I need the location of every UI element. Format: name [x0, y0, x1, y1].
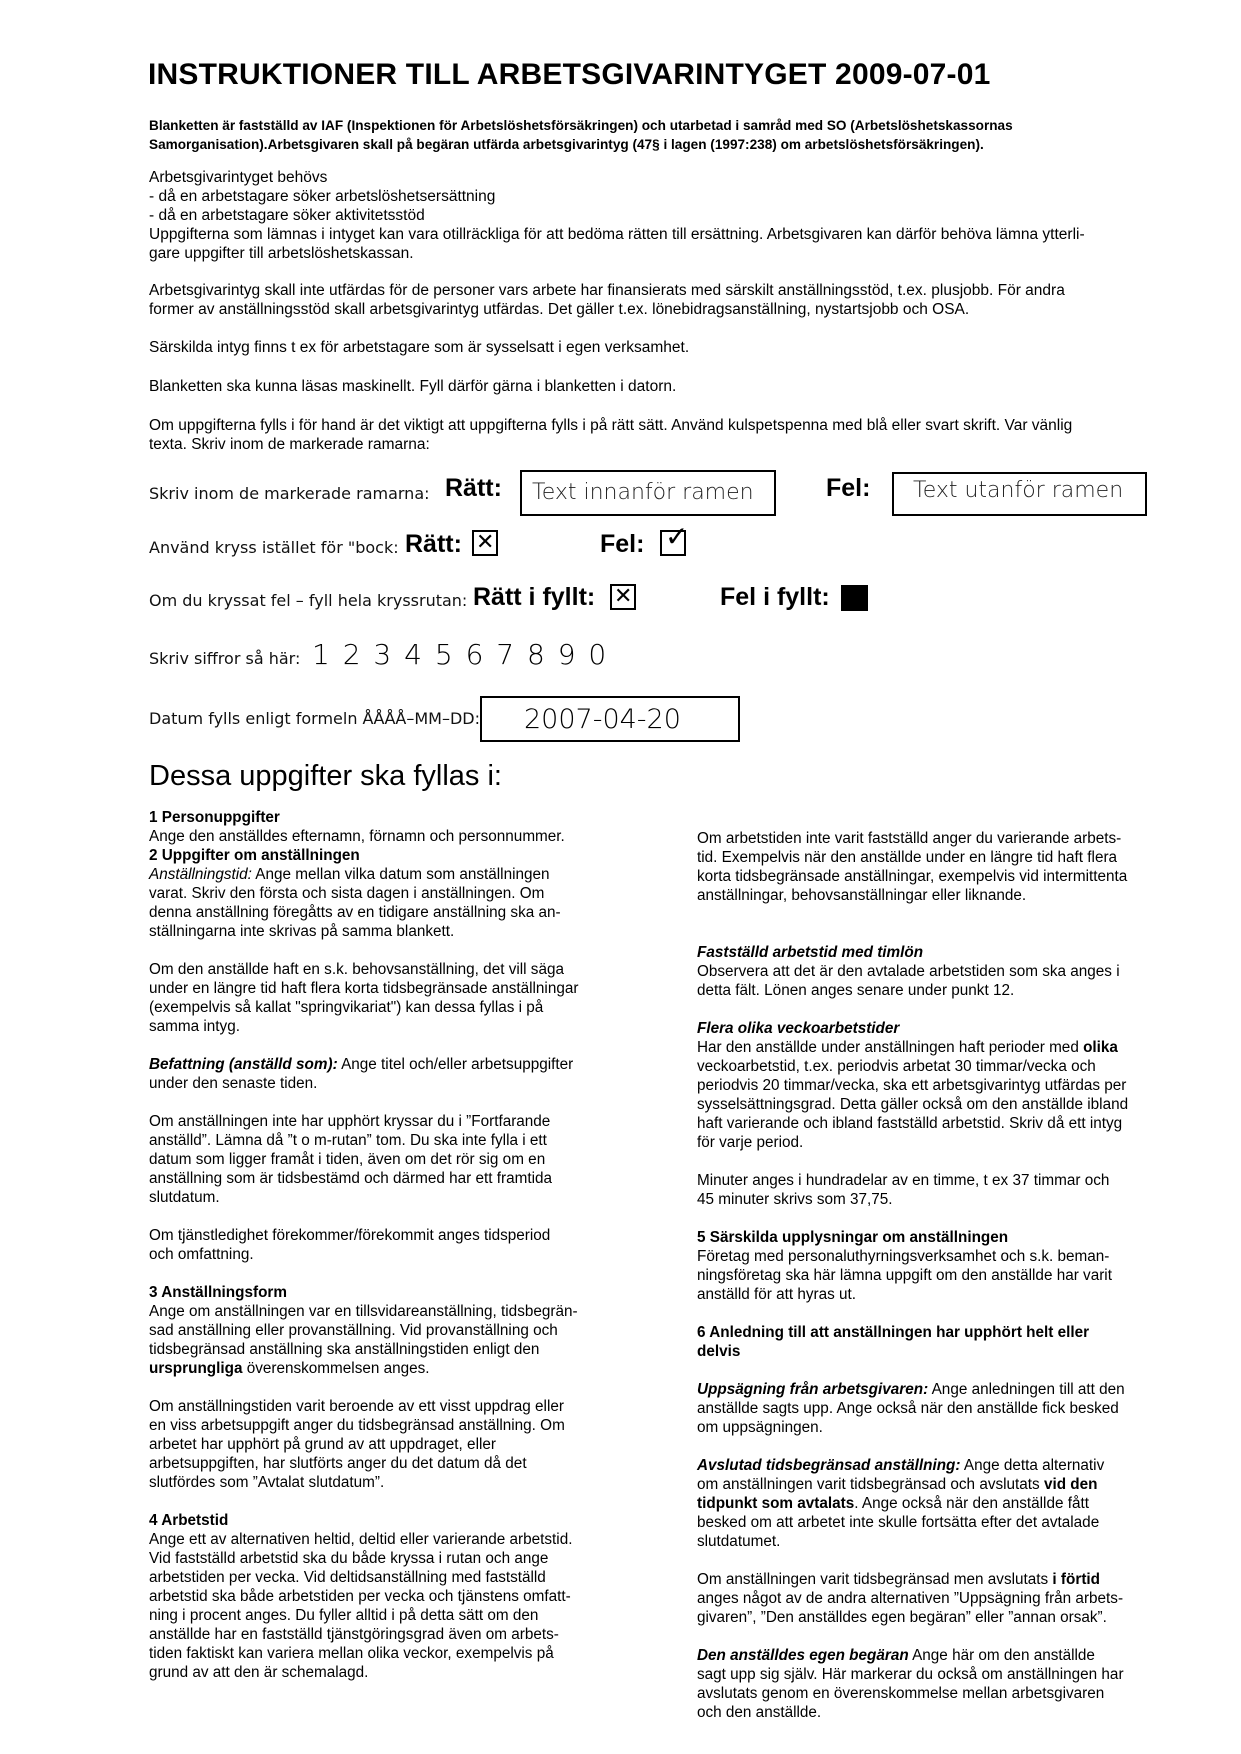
text-segment: Om arbetstiden inte varit fastställd anger du varierande arbets-	[697, 830, 1122, 847]
column-line	[149, 1454, 619, 1473]
column-line	[697, 1646, 1177, 1665]
column-line	[149, 1416, 619, 1435]
column-line	[149, 1036, 619, 1055]
text-segment: Observera att det är den avtalade arbetstiden som ska anges i	[697, 963, 1120, 980]
example-fill-label: Om du kryssat fel – fyll hela kryssrutan:	[149, 591, 468, 610]
text-segment: olika	[1083, 1039, 1118, 1056]
text-segment: ställningarna inte skrivas på samma blankett.	[149, 923, 455, 940]
text-segment: Befattning (anställd som):	[149, 1056, 338, 1073]
text-segment: Om anställningstiden varit beroende av ett visst uppdrag eller	[149, 1398, 564, 1415]
text-segment: för varje period.	[697, 1134, 804, 1151]
column-line	[697, 1076, 1177, 1095]
text-segment: sysselsättningsgrad. Detta gäller också om den anställde ibland	[697, 1096, 1129, 1113]
column-line	[697, 1380, 1177, 1399]
column-line	[149, 1188, 619, 1207]
text-segment: sagt upp sig själv. Här markerar du också om anställningen har	[697, 1666, 1124, 1683]
example-checkbox-cross	[472, 530, 498, 556]
column-line	[697, 1057, 1177, 1076]
column-line	[697, 1608, 1177, 1627]
text-segment: Ange här om den anställde	[908, 1647, 1095, 1664]
check-mark-icon: ✓	[665, 521, 689, 552]
column-line	[149, 1093, 619, 1112]
text-segment: Anställningstid:	[149, 866, 252, 883]
text-segment: Ange detta alternativ	[960, 1457, 1105, 1474]
column-line	[697, 1532, 1177, 1551]
example-frame-correct-text: Text innanför ramen	[532, 480, 754, 505]
column-line	[149, 1549, 619, 1568]
text-segment: arbetsuppgiften, har slutförts anger du det datum då det	[149, 1455, 527, 1472]
example-checkbox-cross-filled	[610, 584, 636, 610]
text-segment: tiden faktiskt kan variera mellan olika veckor, exempelvis på	[149, 1645, 554, 1662]
paragraph-line: Blanketten ska kunna läsas maskinellt. Fyll därför gärna i blanketten i datorn.	[149, 378, 677, 395]
text-segment: slutdatumet.	[697, 1533, 781, 1550]
text-segment: datum som ligger framåt i tiden, även om det rör sig om en	[149, 1151, 546, 1168]
text-segment: 4 Arbetstid	[149, 1512, 229, 1529]
text-segment: denna anställning föregåtts av en tidigare anställning ska an-	[149, 904, 561, 921]
column-line	[697, 1000, 1177, 1019]
text-segment: överenskommelsen anges.	[242, 1360, 430, 1377]
example-date-frame	[480, 696, 740, 742]
text-segment: veckoarbetstid, t.ex. periodvis arbetat 30 timmar/vecka och	[697, 1058, 1096, 1075]
column-line	[149, 1112, 619, 1131]
text-segment: anställning som är tidsbestämd och därmed har ett framtida	[149, 1170, 553, 1187]
paragraph-line: Om uppgifterna fylls i för hand är det viktigt att uppgifterna fylls i på rätt sätt. Använd kulspetspenna med blå eller svart skrift. Var vänlig	[149, 417, 1073, 434]
paragraph-line: former av anställningsstöd skall arbetsgivarintyg utfärdas. Det gäller t.ex. lönebidragsanställning, nystartsjobb och OSA.	[149, 301, 970, 318]
paragraph-behovs	[149, 168, 1149, 263]
paragraph-line: - då en arbetstagare söker arbetslöshetsersättning	[149, 188, 496, 205]
column-line	[697, 1133, 1177, 1152]
text-segment: Om den anställde haft en s.k. behovsanställning, det vill säga	[149, 961, 564, 978]
column-line	[149, 1397, 619, 1416]
text-segment: givaren”, ”Den anställdes egen begäran” eller ”annan orsak”.	[697, 1609, 1107, 1626]
column-line	[697, 1399, 1177, 1418]
column-line	[697, 1627, 1177, 1646]
column-line	[697, 867, 1177, 886]
text-segment: om uppsägningen.	[697, 1419, 823, 1436]
text-segment: samma intyg.	[149, 1018, 240, 1035]
text-segment: en viss arbetsuppgift anger du tidsbegränsad anställning. Om	[149, 1417, 565, 1434]
column-line	[149, 1663, 619, 1682]
column-line	[149, 1321, 619, 1340]
column-line	[697, 1095, 1177, 1114]
column-line	[697, 1361, 1177, 1380]
column-line	[149, 1245, 619, 1264]
example-digits-label: Skriv siffror så här:	[149, 649, 301, 668]
column-line	[149, 1302, 619, 1321]
column-line	[149, 979, 619, 998]
column-line	[149, 1340, 619, 1359]
column-line	[149, 884, 619, 903]
text-segment: Avslutad tidsbegränsad anställning:	[697, 1457, 961, 1474]
text-segment: om anställningen varit tidsbegränsad och avslutats	[697, 1476, 1044, 1493]
text-segment: tidsbegränsad anställning ska anställningstiden enligt den	[149, 1341, 540, 1358]
text-segment: Om anställningen varit tidsbegränsad men avslutats	[697, 1571, 1053, 1588]
text-segment: periodvis 20 timmar/vecka, ska ett arbetsgivarintyg utfärdas per	[697, 1077, 1127, 1094]
text-segment: arbetstiden per vecka. Vid deltidsanställning med fastställd	[149, 1569, 546, 1586]
column-line	[697, 1266, 1177, 1285]
text-segment: slutdatum.	[149, 1189, 220, 1206]
column-line	[697, 829, 1177, 848]
column-line	[697, 943, 1177, 962]
cross-mark-icon: ✕	[614, 583, 633, 608]
column-line	[149, 1587, 619, 1606]
column-line	[697, 962, 1177, 981]
column-line	[149, 846, 619, 865]
intro-text	[149, 116, 1139, 154]
text-segment: Företag med personaluthyrningsverksamhet och s.k. beman-	[697, 1248, 1110, 1265]
text-segment: Ange anledningen till att den	[928, 1381, 1125, 1398]
text-segment: ursprungliga	[149, 1360, 243, 1377]
example-wrong-label: Fel:	[600, 530, 645, 558]
column-line	[697, 1570, 1177, 1589]
text-segment: besked om att arbetet inte skulle fortsätta efter det avtalade	[697, 1514, 1100, 1531]
text-segment: . Ange också när den anställde fått	[854, 1495, 1089, 1512]
text-segment: Ange om anställningen var en tillsvidareanställning, tidsbegrän-	[149, 1303, 578, 1320]
column-line	[697, 1684, 1177, 1703]
paragraph-sarskilda	[149, 338, 1149, 357]
column-line	[149, 998, 619, 1017]
column-line	[697, 1171, 1177, 1190]
column-line	[697, 1418, 1177, 1437]
cross-mark-icon: ✕	[476, 529, 495, 554]
example-frames-label: Skriv inom de markerade ramarna:	[149, 484, 430, 503]
column-line	[697, 1456, 1177, 1475]
column-line	[697, 981, 1177, 1000]
example-cross-label: Använd kryss istället för "bock:	[149, 538, 399, 557]
text-segment: 3 Anställningsform	[149, 1284, 287, 1301]
text-segment: Minuter anges i hundradelar av en timme, t ex 37 timmar och	[697, 1172, 1110, 1189]
example-date-value: 2007-04-20	[524, 704, 681, 735]
text-segment: vid den	[1043, 1476, 1098, 1493]
column-line	[149, 1435, 619, 1454]
text-segment: detta fält. Lönen anges senare under punkt 12.	[697, 982, 1015, 999]
column-line	[149, 1283, 619, 1302]
text-segment: 45 minuter skrivs som 37,75.	[697, 1191, 893, 1208]
column-line	[697, 1019, 1177, 1038]
example-checkbox-filled	[841, 585, 868, 611]
text-segment: anställd”. Lämna då ”t o m-rutan” tom. Du ska inte fylla i ett	[149, 1132, 547, 1149]
column-line	[149, 941, 619, 960]
column-line	[697, 848, 1177, 867]
intro-line: Blanketten är fastställd av IAF (Inspektionen för Arbetslöshetsförsäkringen) och utarbetad i samråd med SO (Arbetslöshetskassornas	[149, 118, 1013, 133]
column-line	[149, 1530, 619, 1549]
text-segment: tidpunkt som avtalats	[697, 1495, 855, 1512]
column-line	[149, 1568, 619, 1587]
column-line	[697, 1152, 1177, 1171]
column-line	[149, 1074, 619, 1093]
text-segment: under den senaste tiden.	[149, 1075, 318, 1092]
column-line	[697, 1323, 1177, 1342]
column-line	[149, 1511, 619, 1530]
column-line	[149, 1017, 619, 1036]
text-segment: (exempelvis så kallat "springvikariat") kan dessa fyllas i på	[149, 999, 544, 1016]
example-date-label: Datum fylls enligt formeln ÅÅÅÅ–MM–DD:	[149, 709, 480, 728]
example-right-label: Rätt:	[405, 530, 462, 558]
example-checkbox-check	[660, 521, 689, 556]
column-line	[697, 1038, 1177, 1057]
column-line	[697, 1304, 1177, 1323]
column-line	[697, 1228, 1177, 1247]
example-frame-wrong-text: Text utanför ramen	[913, 478, 1124, 503]
column-line	[697, 1437, 1177, 1456]
column-line	[697, 1494, 1177, 1513]
column-line	[697, 924, 1177, 943]
text-segment: Fastställd arbetstid med timlön	[697, 944, 924, 961]
column-line	[697, 1114, 1177, 1133]
text-segment: arbetet har upphört på grund av att uppdraget, eller	[149, 1436, 496, 1453]
column-line	[149, 1644, 619, 1663]
section-heading: Dessa uppgifter ska fyllas i:	[149, 760, 502, 792]
left-column	[149, 808, 619, 1682]
column-line	[149, 1625, 619, 1644]
column-line	[149, 1378, 619, 1397]
column-line	[149, 1150, 619, 1169]
column-line	[697, 886, 1177, 905]
column-line	[149, 865, 619, 884]
column-line	[149, 1264, 619, 1283]
text-segment: anställde har en fastställd tjänstgöringsgrad även om arbets-	[149, 1626, 559, 1643]
text-segment: slutfördes som ”Avtalat slutdatum”.	[149, 1474, 385, 1491]
text-segment: Ange ett av alternativen heltid, deltid eller varierande arbetstid.	[149, 1531, 573, 1548]
example-frame-correct	[520, 470, 776, 516]
column-line	[149, 1492, 619, 1511]
column-line	[149, 827, 619, 846]
paragraph-line: Uppgifterna som lämnas i intyget kan vara otillräckliga för att bedöma rätten till ersättning. Arbetsgivaren kan därför behöva lämna ytterli-	[149, 226, 1085, 243]
example-right-label: Rätt:	[445, 474, 502, 502]
text-segment: 1 Personuppgifter	[149, 809, 280, 826]
document-title: INSTRUKTIONER TILL ARBETSGIVARINTYGET 2009-07-01	[148, 58, 991, 91]
column-line	[697, 905, 1177, 924]
text-segment: grund av att den är schemalagd.	[149, 1664, 369, 1681]
column-line	[697, 1703, 1177, 1722]
text-segment: anges något av de andra alternativen ”Uppsägning från arbets-	[697, 1590, 1124, 1607]
text-segment: varat. Skriv den första och sista dagen i anställningen. Om	[149, 885, 545, 902]
text-segment: Ange titel och/eller arbetsuppgifter	[337, 1056, 574, 1073]
text-segment: Har den anställde under anställningen haft perioder med	[697, 1039, 1084, 1056]
paragraph-line: - då en arbetstagare söker aktivitetsstöd	[149, 207, 425, 224]
text-segment: Den anställdes egen begäran	[697, 1647, 909, 1664]
column-line	[697, 1342, 1177, 1361]
paragraph-maskinellt	[149, 377, 1149, 396]
text-segment: tid. Exempelvis när den anställde under en längre tid haft flera	[697, 849, 1118, 866]
example-right-label: Rätt i fyllt:	[473, 583, 596, 611]
column-line	[697, 1190, 1177, 1209]
text-segment: arbetstid ska både arbetstiden per vecka och tjänstens omfatt-	[149, 1588, 571, 1605]
column-line	[697, 1665, 1177, 1684]
text-segment: 2 Uppgifter om anställningen	[149, 847, 360, 864]
paragraph-line: Arbetsgivarintyg skall inte utfärdas för de personer vars arbete har finansierats med särskilt anställningsstöd, t.ex. plusjobb. För andra	[149, 282, 1065, 299]
text-segment: Om tjänstledighet förekommer/förekommit anges tidsperiod	[149, 1227, 551, 1244]
column-line	[697, 1589, 1177, 1608]
text-segment: 6 Anledning till att anställningen har upphört helt eller	[697, 1324, 1090, 1341]
column-line	[697, 1513, 1177, 1532]
paragraph-hand	[149, 416, 1149, 454]
text-segment: korta tidsbegränsade anställningar, exempelvis vid intermittenta	[697, 868, 1128, 885]
text-segment: Uppsägning från arbetsgivaren:	[697, 1381, 929, 1398]
text-segment: delvis	[697, 1343, 741, 1360]
text-segment: sad anställning eller provanställning. Vid provanställning och	[149, 1322, 558, 1339]
column-line	[149, 1055, 619, 1074]
column-line	[697, 1209, 1177, 1228]
text-segment: ningsföretag ska här lämna uppgift om den anställde har varit	[697, 1267, 1112, 1284]
column-line	[149, 922, 619, 941]
intro-line: Samorganisation).Arbetsgivaren skall på begäran utfärda arbetsgivarintyg (47§ i lagen (1997:238) om arbetslöshetsförsäkringen).	[149, 137, 984, 152]
column-line	[149, 1606, 619, 1625]
column-line	[697, 1475, 1177, 1494]
right-column	[697, 829, 1177, 1722]
paragraph-line: gare uppgifter till arbetslöshetskassan.	[149, 245, 414, 262]
text-segment: och den anställde.	[697, 1704, 822, 1721]
column-line	[149, 808, 619, 827]
column-line	[149, 903, 619, 922]
text-segment: haft varierande och ibland fastställd arbetstid. Skriv då ett intyg	[697, 1115, 1123, 1132]
text-segment: Flera olika veckoarbetstider	[697, 1020, 900, 1037]
text-segment: anställde sagts upp. Ange också när den anställde fick besked	[697, 1400, 1119, 1417]
column-line	[697, 1285, 1177, 1304]
text-segment: Ange den anställdes efternamn, förnamn och personnummer.	[149, 828, 565, 845]
text-segment: anställningar, behovsanställningar eller liknande.	[697, 887, 1027, 904]
column-line	[697, 1551, 1177, 1570]
column-line	[149, 1226, 619, 1245]
paragraph-line: Arbetsgivarintyget behövs	[149, 169, 328, 186]
column-line	[149, 1169, 619, 1188]
text-segment: avslutats genom en överenskommelse mellan arbetsgivaren	[697, 1685, 1105, 1702]
paragraph-line: texta. Skriv inom de markerade ramarna:	[149, 436, 430, 453]
text-segment: Ange mellan vilka datum som anställningen	[251, 866, 550, 883]
column-line	[149, 1131, 619, 1150]
text-segment: ning i procent anges. Du fyller alltid i på detta sätt om den	[149, 1607, 539, 1624]
text-segment: anställd för att hyras ut.	[697, 1286, 856, 1303]
example-wrong-label: Fel:	[826, 474, 871, 502]
paragraph-line: Särskilda intyg finns t ex för arbetstagare som är sysselsatt i egen verksamhet.	[149, 339, 690, 356]
column-line	[149, 1473, 619, 1492]
column-line	[149, 960, 619, 979]
text-segment: 5 Särskilda upplysningar om anställningen	[697, 1229, 1009, 1246]
paragraph-stod	[149, 281, 1149, 319]
text-segment: och omfattning.	[149, 1246, 254, 1263]
column-line	[697, 1247, 1177, 1266]
column-line	[149, 1359, 619, 1378]
example-digits: 1 2 3 4 5 6 7 8 9 0	[312, 638, 609, 671]
text-segment: Om anställningen inte har upphört kryssar du i ”Fortfarande	[149, 1113, 551, 1130]
text-segment: i förtid	[1052, 1571, 1101, 1588]
example-wrong-label: Fel i fyllt:	[720, 583, 830, 611]
text-segment: under en längre tid haft flera korta tidsbegränsade anställningar	[149, 980, 579, 997]
text-segment: Vid fastställd arbetstid ska du både kryssa i rutan och ange	[149, 1550, 549, 1567]
column-line	[149, 1207, 619, 1226]
